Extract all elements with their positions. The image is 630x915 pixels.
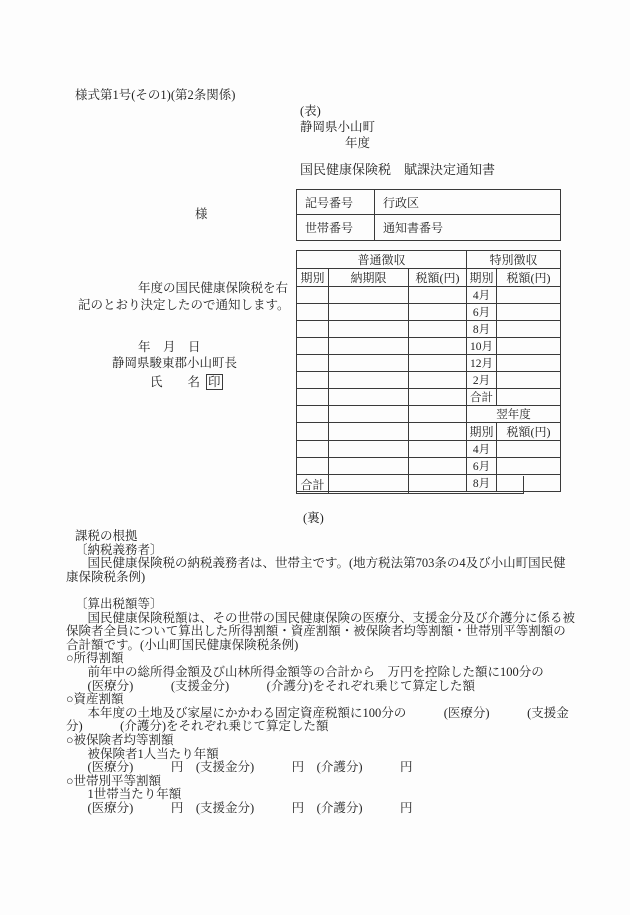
ordinary-collection-header: 普通徴収 xyxy=(297,251,467,269)
next-year-month: 8月 xyxy=(467,475,497,492)
table-row xyxy=(297,423,561,441)
district-label: 行政区 xyxy=(375,190,561,215)
back-line: 被保険者1人当たり年額 xyxy=(75,746,219,761)
table-row xyxy=(297,304,561,321)
back-line: 国民健康保険税額は、その世帯の国民健康保険の医療分、支援金分及び介護分に係る被 xyxy=(75,610,576,625)
due-date-header: 納期限 xyxy=(329,269,409,287)
table-row xyxy=(297,476,524,494)
table-row xyxy=(297,215,561,241)
form-number: 様式第1号(その1)(第2条関係) xyxy=(75,88,236,102)
document-title: 国民健康保険税 賦課決定通知書 xyxy=(300,162,496,177)
back-line: ○被保険者均等割額 xyxy=(66,732,174,747)
special-month: 12月 xyxy=(467,355,497,372)
table-row xyxy=(297,389,561,406)
back-heading: 課税の根拠 xyxy=(75,529,138,543)
household-info-table xyxy=(296,189,561,241)
municipality: 静岡県小山町 xyxy=(300,120,376,134)
back-line: 前年中の総所得金額及び山林所得金額等の合計から 万円を控除した額に100分の xyxy=(75,664,544,679)
name-label: 氏 名 xyxy=(150,375,201,389)
amount-header: 税額(円) xyxy=(409,269,467,287)
next-year-period-header: 期別 xyxy=(467,423,497,441)
back-line: 分) (介護分)をそれぞれ乗じて算定した額 xyxy=(66,719,329,734)
household-number-label: 世帯番号 xyxy=(297,215,375,241)
back-line: 康保険税条例) xyxy=(66,569,146,584)
seal-mark: 印 xyxy=(208,375,221,389)
back-line: (医療分) (支援金分) (介護分)をそれぞれ乗じて算定した額 xyxy=(75,678,475,693)
back-line: 1世帯当たり年額 xyxy=(75,787,182,802)
special-period-header: 期別 xyxy=(467,269,497,287)
taxation-basis-text xyxy=(66,530,586,815)
period-header: 期別 xyxy=(297,269,329,287)
special-month: 4月 xyxy=(467,287,497,304)
ordinary-total-label: 合計 xyxy=(297,476,329,494)
back-line xyxy=(66,584,586,598)
next-year-month: 4月 xyxy=(467,441,497,458)
table-row xyxy=(297,321,561,338)
front-side-label: (表) xyxy=(300,104,321,118)
back-line: ○所得割額 xyxy=(66,651,124,666)
next-year-amount-header: 税額(円) xyxy=(497,423,561,441)
back-line: 〔算出税額等〕 xyxy=(75,596,163,611)
name-line xyxy=(150,374,223,390)
mayor-title: 静岡県駿東郡小山町長 xyxy=(112,356,238,370)
next-year-month: 6月 xyxy=(467,458,497,475)
table-row xyxy=(297,338,561,355)
notice-number-label: 通知書番号 xyxy=(375,215,561,241)
table-row xyxy=(297,190,561,215)
special-total-label: 合計 xyxy=(467,389,497,406)
back-line: 本年度の土地及び家屋にかかわる固定資産税額に100分の (医療分) (支援金 xyxy=(75,705,569,720)
table-row xyxy=(297,458,561,475)
special-collection-header: 特別徴収 xyxy=(467,251,561,269)
fiscal-year-label: 年度 xyxy=(345,136,371,150)
back-line: ○資産割額 xyxy=(66,692,124,707)
back-line: 〔納税義務者〕 xyxy=(75,542,163,557)
back-line: ○世帯別平等割額 xyxy=(66,773,162,788)
table-row xyxy=(297,372,561,389)
next-year-label: 翌年度 xyxy=(467,406,561,423)
back-line: (医療分) 円 (支援金分) 円 (介護分) 円 xyxy=(75,760,413,775)
special-amount-header: 税額(円) xyxy=(497,269,561,287)
notice-line-1: 年度の国民健康保険税を右 xyxy=(138,281,289,295)
back-side-label: (裏) xyxy=(303,511,324,525)
notice-line-2: 記のとおり決定したので通知します。 xyxy=(78,298,290,312)
date-line: 年 月 日 xyxy=(138,340,201,354)
back-line: 国民健康保険税の納税義務者は、世帯主です。(地方税法第703条の4及び小山町国民健 xyxy=(75,556,566,571)
special-month: 10月 xyxy=(467,338,497,355)
ordinary-total-row xyxy=(296,476,524,494)
table-row xyxy=(297,287,561,304)
symbol-number-label: 記号番号 xyxy=(297,190,375,215)
addressee-suffix: 様 xyxy=(195,207,208,221)
table-row xyxy=(297,406,561,423)
table-row xyxy=(297,355,561,372)
special-month: 2月 xyxy=(467,372,497,389)
special-month: 8月 xyxy=(467,321,497,338)
special-month: 6月 xyxy=(467,304,497,321)
back-line: (医療分) 円 (支援金分) 円 (介護分) 円 xyxy=(75,800,413,815)
tax-collection-table xyxy=(296,250,561,492)
back-line: 保険者全員について算出した所得割額・資産割額・被保険者均等割額・世帯別平等割額の xyxy=(66,624,566,639)
table-row xyxy=(297,441,561,458)
back-line: 合計額です。(小山町国民健康保険税条例) xyxy=(66,637,299,652)
